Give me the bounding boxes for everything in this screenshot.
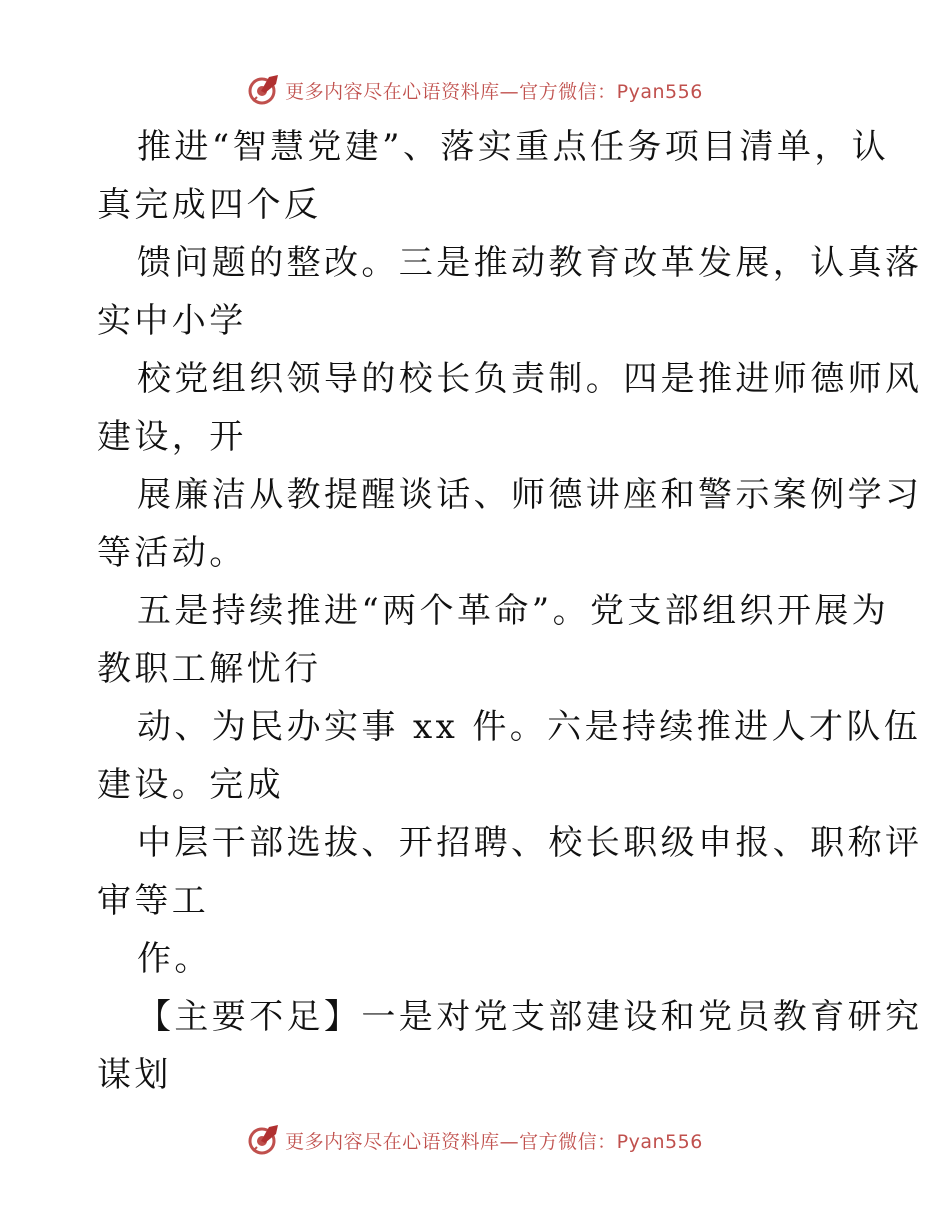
paragraph-line: 推进“智慧党建”、落实重点任务项目清单，认 — [137, 127, 890, 167]
pen-logo-icon — [247, 1123, 281, 1157]
paragraph — [97, 118, 890, 234]
paragraph — [97, 930, 857, 988]
watermark-text: 更多内容尽在心语资料库—官方微信：Pyan556 — [285, 1130, 703, 1153]
paragraph — [97, 988, 923, 1104]
paragraph-line: 教职工解忧行 — [97, 649, 322, 689]
paragraph-line: 展廉洁从教提醒谈话、师德讲座和警示案例学习 — [137, 475, 923, 515]
paragraph-line: 馈问题的整改。三是推动教育改革发展，认真落 — [137, 243, 923, 283]
paragraph-line: 实中小学 — [97, 301, 247, 341]
paragraph — [97, 466, 923, 582]
paragraph — [97, 582, 890, 698]
paragraph-line: 等活动。 — [97, 533, 247, 573]
paragraph — [97, 814, 923, 930]
watermark-text: 更多内容尽在心语资料库—官方微信：Pyan556 — [285, 80, 703, 103]
paragraph-line: 作。 — [137, 939, 212, 979]
paragraph — [97, 234, 923, 350]
paragraph-line: 【主要不足】一是对党支部建设和党员教育研究 — [137, 997, 923, 1037]
paragraph-line: 五是持续推进“两个革命”。党支部组织开展为 — [137, 591, 890, 631]
paragraph-line: 中层干部选拔、开招聘、校长职级申报、职称评 — [137, 823, 923, 863]
paragraph-line: 建设，开 — [97, 417, 247, 457]
paragraph-line: 审等工 — [97, 881, 210, 921]
paragraph — [97, 350, 923, 466]
document-body — [97, 118, 923, 1104]
paragraph-line: 真完成四个反 — [97, 185, 322, 225]
paragraph — [97, 698, 922, 814]
footer-watermark — [0, 1120, 950, 1160]
paragraph-line: 校党组织领导的校长负责制。四是推进师德师风 — [137, 359, 923, 399]
pen-logo-icon — [247, 73, 281, 107]
paragraph-line: 谋划 — [97, 1055, 172, 1095]
header-watermark — [0, 70, 950, 110]
paragraph-line: 建设。完成 — [97, 765, 284, 805]
paragraph-line: 动、为民办实事 xx 件。六是持续推进人才队伍 — [137, 707, 922, 747]
